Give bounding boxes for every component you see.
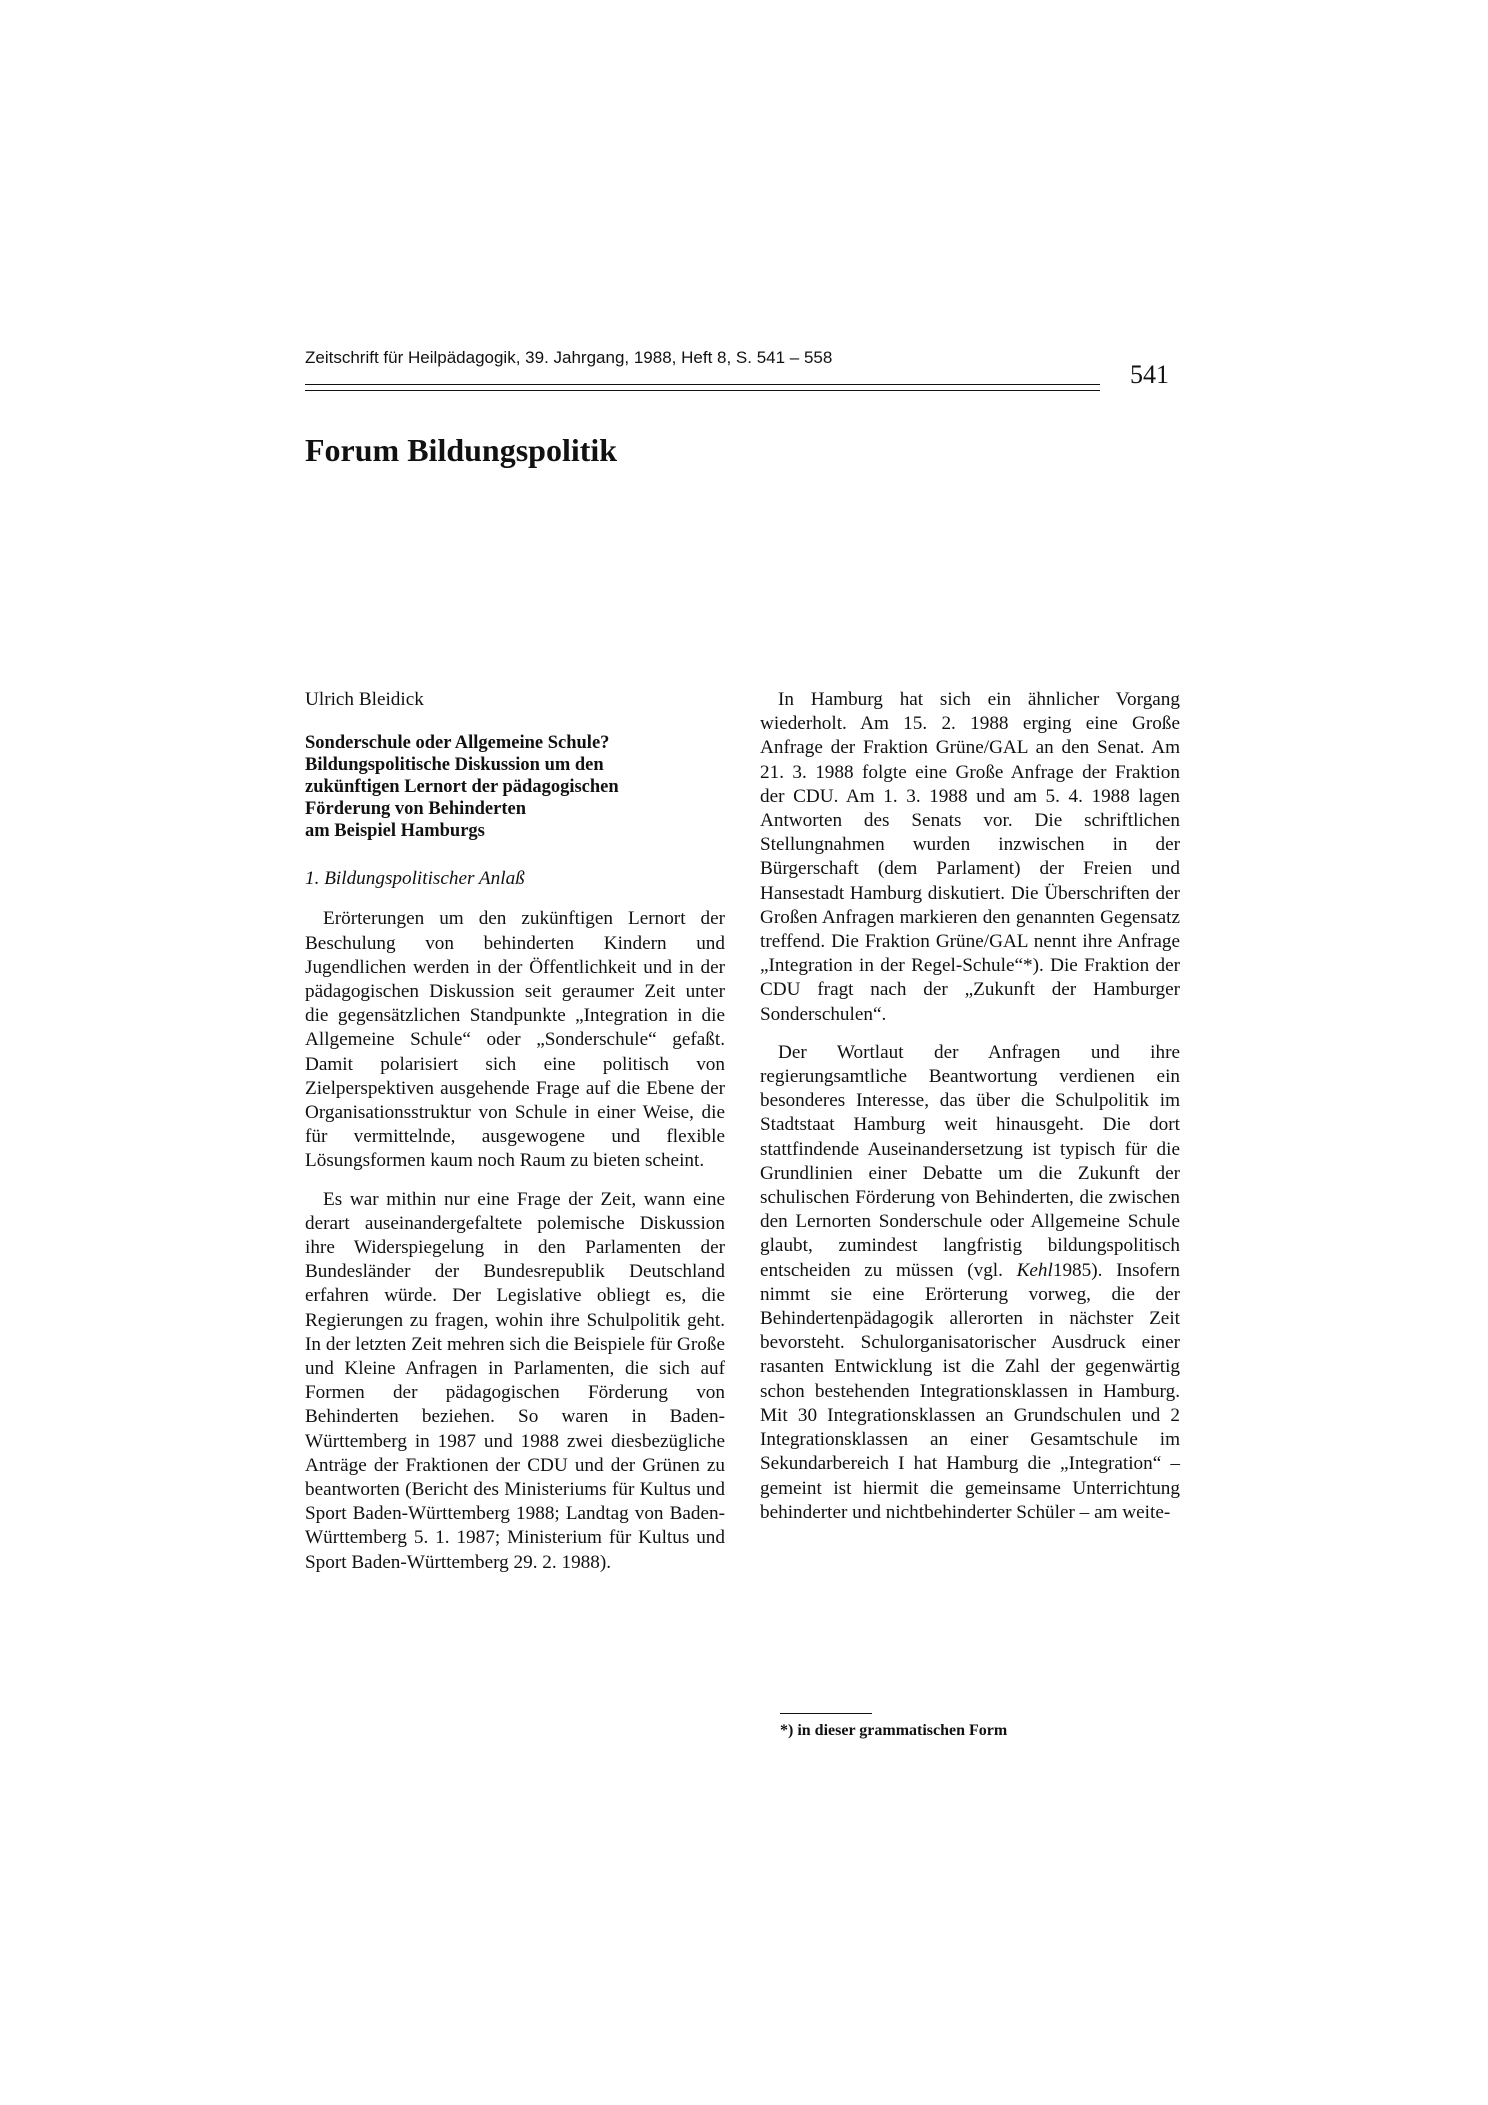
running-header: Zeitschrift für Heilpädagogik, 39. Jahrgang, 1988, Heft 8, S. 541 – 558 [305,348,833,367]
header-rule-top [305,384,1100,385]
title-line: Bildungspolitische Diskussion um den [305,755,604,776]
title-line: Förderung von Behinderten [305,799,526,820]
citation-author: Kehl [1016,1259,1053,1281]
header-rule-bottom [305,390,1100,391]
title-line: Sonderschule oder Allgemeine Schule? [305,733,610,754]
paragraph-text: Der Wortlaut der Anfragen und ihre regierungsamtliche Beantwortung verdienen ein besonderes Interesse, das über die Schulpolitik im Stadtstaat Hamburg weit hinausgeht. Die dort stattfindende Auseinandersetzung ist typisch für die Grundlinien einer Debatte um die Zukunft der schulischen Förderung von Behinderten, die zwischen den Lernorten Sonderschule oder Allgemeine Schule glaubt, zumindest langfristig bildungspolitisch entscheiden zu müssen (vgl. [760,1041,1180,1281]
body-paragraph: Erörterungen um den zukünftigen Lernort der Beschulung von behinderten Kindern und Jugendlichen werden in der Öffentlichkeit und in der pädagogischen Diskussion seit geraumer Zeit unter die gegensätzlichen Standpunkte „Integration in die Allgemeine Schule“ oder „Sonderschule“ gefaßt. Damit polarisiert sich eine politisch von Zielperspektiven ausgehende Frage auf die Ebene der Organisationsstruktur von Schule in einer Weise, die für vermittelnde, ausgewogene und flexible Lösungsformen kaum noch Raum zu bieten scheint. [305,908,725,1172]
section-heading: Forum Bildungspolitik [305,432,618,468]
paragraph-text: 1985). Insofern nimmt sie eine Erörterung vorweg, die der Behindertenpädagogik allerorten in nächster Zeit bevorsteht. Schulorganisatorischer Ausdruck einer rasanten Entwicklung ist die Zahl der gegenwärtig schon bestehenden Integrationsklassen in Hamburg. Mit 30 Integrationsklassen an Grundschulen und 2 Integrationsklassen an einer Gesamtschule im Sekundarbereich I hat Hamburg die „Integration“ – gemeint ist hiermit die gemeinsame Unterrichtung behinderter und nichtbehinderter Schüler – am weite- [760,1259,1181,1523]
left-column [305,688,725,1589]
footnote-rule [780,1713,872,1714]
body-paragraph-with-citation [760,1041,1180,1525]
author-name: Ulrich Bleidick [305,689,424,710]
title-line: zukünftigen Lernort der pädagogischen [305,777,619,798]
body-paragraph: In Hamburg hat sich ein ähnlicher Vorgang wiederholt. Am 15. 2. 1988 erging eine Große Anfrage der Fraktion Grüne/GAL an den Senat. Am 21. 3. 1988 folgte eine Große Anfrage der Fraktion der CDU. Am 1. 3. 1988 und am 5. 4. 1988 lagen Antworten des Senats vor. Die schriftlichen Stellungnahmen wurden inzwischen in der Bürgerschaft (dem Parlament) der Freien und Hansestadt Hamburg diskutiert. Die Überschriften der Großen Anfragen markieren den genannten Gegensatz treffend. Die Fraktion Grüne/GAL nennt ihre Anfrage „Integration in der Regel-Schule“*). Die Fraktion der CDU fragt nach der „Zukunft der Hamburger Sonderschulen“. [760,689,1180,1025]
article-title [305,732,725,842]
title-line: am Beispiel Hamburgs [305,821,485,842]
footnote: *) in dieser grammatischen Form [780,1722,1008,1739]
body-paragraph: Es war mithin nur eine Frage der Zeit, wann eine derart auseinandergefaltete polemische Diskussion ihre Widerspiegelung in den Parlamenten der Bundesländer der Bundesrepublik Deutschland erfahren würde. Der Legislative obliegt es, die Regierungen zu fragen, wohin ihre Schulpolitik geht. In der letzten Zeit mehren sich die Beispiele für Große und Kleine Anfragen in Parlamenten, die sich auf Formen der pädagogischen Förderung von Behinderten beziehen. So waren in Baden-Württemberg in 1987 und 1988 zwei diesbezügliche Anträge der Fraktionen der CDU und der Grünen zu beantworten (Bericht des Ministeriums für Kultus und Sport Baden-Württemberg 1988; Landtag von Baden-Württemberg 5. 1. 1987; Ministerium für Kultus und Sport Baden-Württemberg 29. 2. 1988). [305,1188,725,1573]
subsection-heading: 1. Bildungspolitischer Anlaß [305,868,525,890]
right-column [760,688,1180,1525]
page-number: 541 [1130,360,1169,389]
